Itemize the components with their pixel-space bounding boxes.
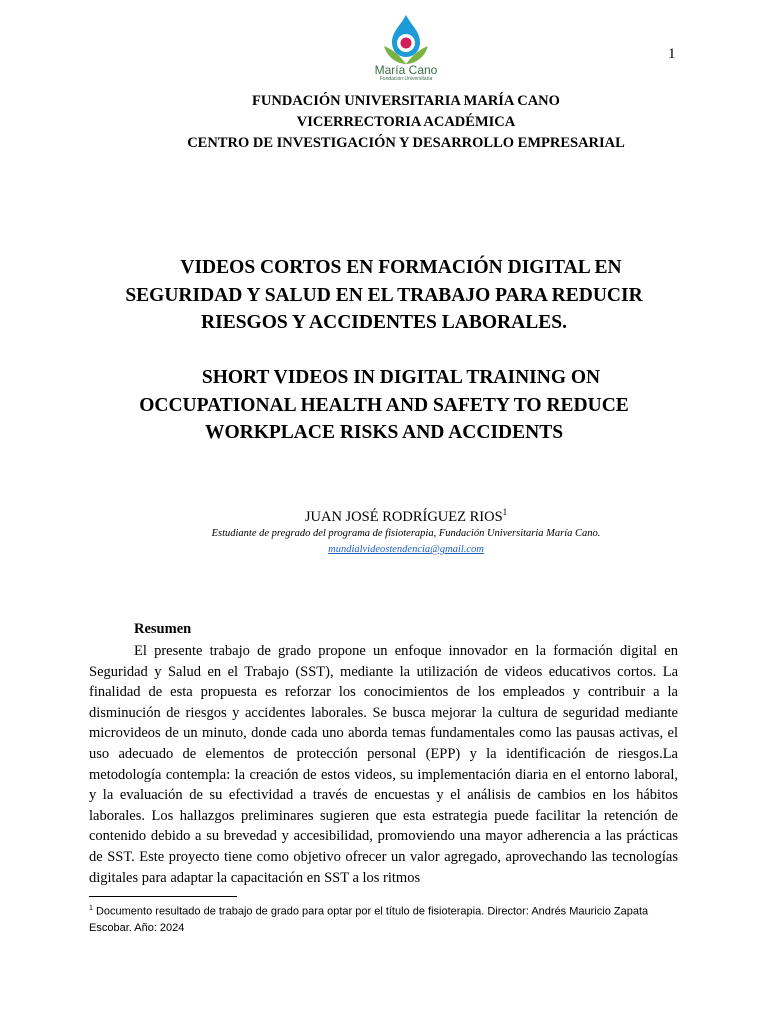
logo-subtitle: Fundación Universitaria [379,76,433,82]
title-spanish [0,254,768,337]
institution-header [0,91,768,154]
author-email-link[interactable]: mundialvideostendencia@gmail.com [328,544,484,555]
title-es-line-3: RIESGOS Y ACCIDENTES LABORALES. [201,312,567,333]
author-footnote-marker: 1 [502,507,508,517]
title-es-line-1: VIDEOS CORTOS EN FORMACIÓN DIGITAL EN [180,257,622,278]
title-english [0,364,768,447]
abstract-heading: Resumen [134,621,192,637]
abstract-text: El presente trabajo de grado propone un enfoque innovador en la formación digital en Seguridad y Salud en el Trabajo (SST), mediante la utilización de videos educativos cortos. La finalidad de esta propuesta es reforzar los conocimientos de los empleados y contribuir a la disminución de riesgos y accidentes laborales. Se busca mejorar la cultura de seguridad mediante microvideos de un minuto, donde cada uno aborda temas fundamentales como las pausas activas, el uso adecuado de elementos de protección personal (EPP) y la identificación de riesgos.La metodología contempla: la creación de estos videos, su implementación diaria en el entorno laboral, y la evaluación de su efectividad a través de encuestas y el análisis de cambios en los hábitos laborales. Los hallazgos preliminares sugieren que esta estrategia puede facilitar la retención de contenido debido a su brevedad y accesibilidad, promoviendo una mayor adherencia a las prácticas de SST. Este proyecto tiene como objetivo ofrecer un valor agregado, aprovechando las tecnologías digitales para adaptar la capacitación en SST a los ritmos [89,643,678,886]
header-line-1: FUNDACIÓN UNIVERSITARIA MARÍA CANO [252,93,560,109]
author-name-text: JUAN JOSÉ RODRÍGUEZ RIOS [304,508,503,525]
title-es-line-2: SEGURIDAD Y SALUD EN EL TRABAJO PARA REDUCIR [125,284,643,306]
title-en-line-1: SHORT VIDEOS IN DIGITAL TRAINING ON [201,367,601,388]
author-affiliation: Estudiante de pregrado del programa de fisioterapia, Fundación Universitaria María Cano. [211,528,601,539]
header-line-3: CENTRO DE INVESTIGACIÓN Y DESARROLLO EMPRESARIAL [187,135,625,151]
footnote-divider [89,896,237,897]
author-name [0,507,768,526]
header-line-2: VICERRECTORIA ACADÉMICA [296,114,516,130]
footnote [89,901,669,936]
title-en-line-2: OCCUPATIONAL HEALTH AND SAFETY TO REDUCE [139,394,629,416]
footnote-marker: 1 [89,905,93,912]
page-number: 1 [668,46,676,62]
footnote-text: Documento resultado de trabajo de grado para optar por el título de fisioterapia. Director: Andrés Mauricio Zapata Escobar. Año: 2024 [89,905,649,934]
logo-wordmark: María Cano [374,63,438,77]
title-en-line-3: WORKPLACE RISKS AND ACCIDENTS [204,422,564,443]
